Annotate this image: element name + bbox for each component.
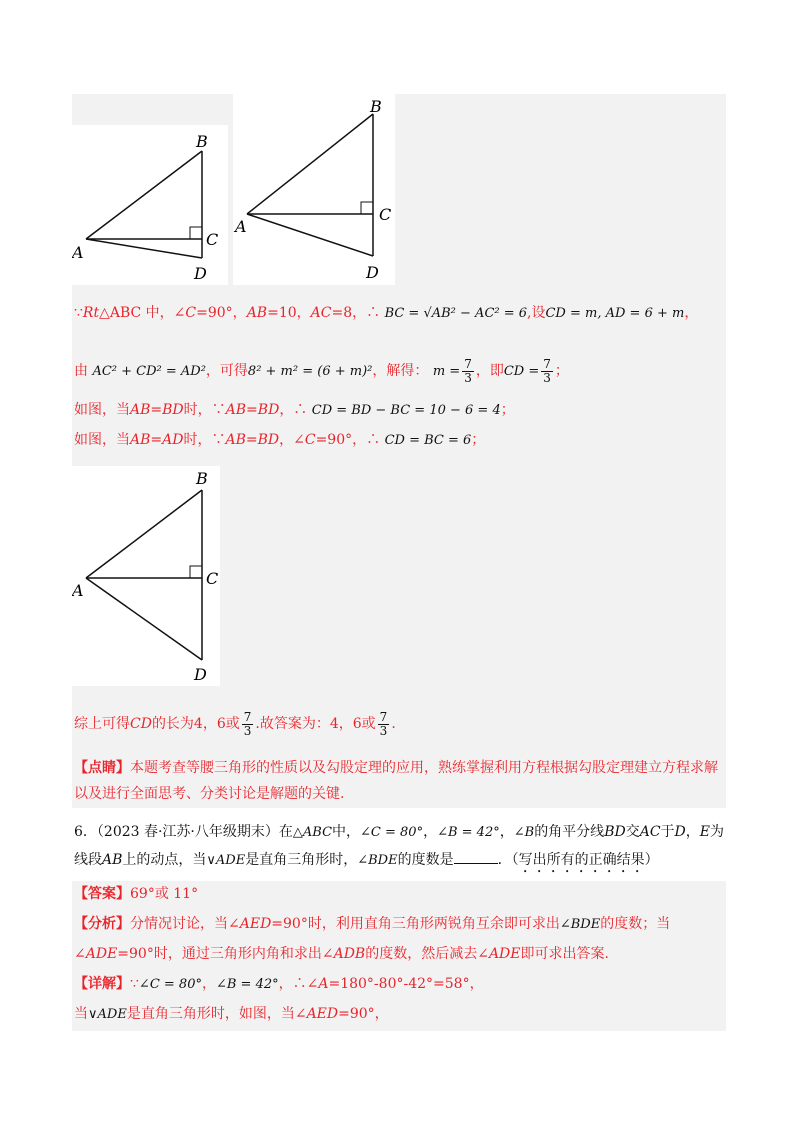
dianjing-tag: 【点睛】 xyxy=(74,760,130,776)
text: 如图，当 xyxy=(74,402,130,418)
formula-equation: 8² + m² = (6 + m)² xyxy=(247,364,373,379)
text: 于 xyxy=(660,824,675,840)
fraction-m xyxy=(462,358,474,385)
formula-cd: CD = xyxy=(503,364,540,379)
solution-summary xyxy=(74,708,724,740)
fig1-label-d: D xyxy=(194,264,207,283)
fig3-side-ab xyxy=(86,490,202,578)
angle-b: ∠B = 42° xyxy=(437,825,500,840)
text: 为 xyxy=(710,824,724,840)
fig1-label-a: A xyxy=(72,243,84,262)
triangle-ade: ∨ADE xyxy=(206,853,246,868)
var: AC xyxy=(639,824,661,840)
frac-den: 3 xyxy=(464,370,472,385)
text: =90°时，通过三角形内角和求出∠ xyxy=(117,946,334,962)
angle-c: ∠C = 80° xyxy=(138,977,202,992)
analysis-line-2 xyxy=(74,944,724,964)
var: ADB xyxy=(333,946,366,962)
detail-line-2 xyxy=(74,1004,724,1025)
text: 上的动点，当 xyxy=(122,852,207,868)
frac-num: 7 xyxy=(543,356,551,371)
var: BD xyxy=(604,824,626,840)
frac-num: 7 xyxy=(464,356,472,371)
text: =90°， xyxy=(196,305,247,321)
solution-line-3 xyxy=(74,400,724,421)
var: AED xyxy=(306,1006,339,1022)
text: 时，∵ xyxy=(183,402,226,418)
var: C xyxy=(304,432,316,448)
text: 综上可得 xyxy=(74,716,130,732)
text: ， xyxy=(685,824,700,840)
var: E xyxy=(699,824,710,840)
analysis-tag: 【分析】 xyxy=(74,916,130,932)
text: ，∴∠ xyxy=(278,976,319,992)
analysis-line-1 xyxy=(74,914,724,935)
because-symbol: ∵ xyxy=(74,305,83,321)
fig1-label-c: C xyxy=(206,230,219,249)
angle-bde: ∠BDE xyxy=(559,917,601,932)
text: 的度数是 xyxy=(397,852,454,868)
text: 本题考查等腰三角形的性质以及勾股定理的应用，熟练掌握利用方程根据勾股定理建立方程求解 xyxy=(130,760,718,776)
frac-den: 3 xyxy=(379,723,388,738)
fig3-right-angle-mark xyxy=(190,566,202,578)
solution-line-4 xyxy=(74,430,724,451)
triangle-ade: ∨ADE xyxy=(88,1007,127,1022)
var: CD xyxy=(130,716,152,732)
text: 分情况讨论，当∠ xyxy=(130,916,240,932)
var: AB=BD xyxy=(225,402,280,418)
text: =90°， xyxy=(338,1006,389,1022)
var: AB xyxy=(246,305,268,321)
var: ADE xyxy=(488,946,521,962)
text: 即可求出答案. xyxy=(520,946,609,962)
figure-3-svg xyxy=(72,466,220,686)
text: 是直角三角形时， xyxy=(245,852,358,868)
text: ； xyxy=(554,363,569,379)
var: AB=BD xyxy=(130,402,184,418)
text: 线段 xyxy=(74,852,102,868)
text: 的度数，然后减去∠ xyxy=(365,946,489,962)
var: AB=AD xyxy=(130,432,184,448)
rt-label: Rt xyxy=(82,305,100,321)
text: ； xyxy=(471,432,486,448)
angle-c: ∠C = 80° xyxy=(360,825,424,840)
text: . xyxy=(391,716,396,732)
text: 时，∵ xyxy=(183,432,226,448)
text: ,设 xyxy=(527,305,546,321)
figure-1-svg xyxy=(72,125,228,285)
fig1-side-ab xyxy=(86,151,202,239)
var: AB=BD xyxy=(225,432,280,448)
emphasis-text: 写出所有的正确结果 xyxy=(518,852,645,868)
angle-b: ∠B = 42° xyxy=(215,977,279,992)
text: ∠ xyxy=(74,946,86,962)
text: ．（ xyxy=(497,852,519,868)
fig1-side-ad xyxy=(86,239,202,258)
solution-line-2 xyxy=(74,356,724,386)
var: AED xyxy=(239,916,272,932)
angle-b-ref: ∠B xyxy=(513,825,535,840)
fig3-label-c: C xyxy=(206,569,219,588)
text: 6．（2023 春·江苏·八年级期末）在 xyxy=(74,824,293,840)
formula-case-2: CD = BC = 6 xyxy=(384,433,472,448)
text: 的角平分线 xyxy=(534,824,605,840)
text: .故答案为：4，6或 xyxy=(255,716,376,732)
fig2-label-b: B xyxy=(370,97,382,116)
text: ，∠ xyxy=(279,432,305,448)
text: ，可得 xyxy=(205,363,248,379)
var: AC xyxy=(310,305,332,321)
detail-tag: 【详解】 xyxy=(74,976,130,992)
fig2-label-d: D xyxy=(366,263,379,282)
frac-den: 3 xyxy=(243,723,252,738)
answer-tag: 【答案】 xyxy=(74,886,130,902)
fig2-label-c: C xyxy=(379,205,392,224)
dianjing-line-1 xyxy=(74,758,724,778)
fig2-label-a: A xyxy=(235,217,247,236)
text: 由 xyxy=(74,363,88,379)
text: =10， xyxy=(267,305,311,321)
text: ； xyxy=(500,402,515,418)
var: C xyxy=(185,305,197,321)
fraction-cd xyxy=(541,358,553,385)
triangle-abc: △ABC xyxy=(292,825,333,840)
fig1-label-b: B xyxy=(196,132,208,151)
answer-line xyxy=(74,884,724,904)
fraction-summary-2 xyxy=(378,711,390,738)
frac-den: 3 xyxy=(543,370,551,385)
var: AB xyxy=(102,852,123,868)
text: △ABC 中，∠ xyxy=(99,305,186,321)
answer-value: 69°或 11° xyxy=(130,886,199,902)
fig3-label-a: A xyxy=(72,581,84,600)
text: 交 xyxy=(625,824,640,840)
text: 如图，当 xyxy=(74,432,130,448)
figure-2-svg xyxy=(233,94,395,285)
frac-num: 7 xyxy=(243,709,252,724)
text: 中， xyxy=(332,824,361,840)
fig2-right-angle-mark xyxy=(361,202,373,214)
formula-case-1: CD = BD − BC = 10 − 6 = 4 xyxy=(311,403,501,418)
fraction-summary-1 xyxy=(242,711,254,738)
text: ， xyxy=(499,824,514,840)
figure-2 xyxy=(233,94,395,285)
angle-bde: ∠BDE xyxy=(357,853,398,868)
fig3-side-ad xyxy=(86,578,202,660)
text: ， xyxy=(423,824,438,840)
text: ，∴ xyxy=(279,402,308,418)
dianjing-line-2 xyxy=(74,784,724,804)
text: ， xyxy=(201,976,216,992)
text: ，解得： xyxy=(372,363,429,379)
question-6-line-1 xyxy=(74,822,724,843)
text: =8，∴ xyxy=(331,305,381,321)
fig3-label-d: D xyxy=(194,665,207,684)
formula-bc: BC = √AB² − AC² = 6 xyxy=(384,306,528,321)
text: =90°，∴ xyxy=(315,432,381,448)
formula-m: m = xyxy=(432,364,461,379)
text: 的度数；当 xyxy=(600,916,671,932)
frac-num: 7 xyxy=(379,709,388,724)
answer-blank xyxy=(454,851,498,864)
formula-pythagoras: AC² + CD² = AD² xyxy=(92,364,206,379)
text: ，即 xyxy=(475,363,504,379)
text: 的长为4，6或 xyxy=(151,716,240,732)
text: 以及进行全面思考、分类讨论是解题的关键. xyxy=(74,786,345,802)
question-6-line-2 xyxy=(74,850,724,876)
fig3-label-b: B xyxy=(196,469,208,488)
fig1-right-angle-mark xyxy=(190,227,202,239)
text: 当 xyxy=(74,1006,88,1022)
figure-3 xyxy=(72,466,220,686)
var: ADE xyxy=(85,946,118,962)
text: ， xyxy=(684,305,699,321)
text: =180°-80°-42°=58°， xyxy=(328,976,484,992)
var: A xyxy=(318,976,329,992)
text: ∵ xyxy=(130,976,139,992)
text: ） xyxy=(644,852,659,868)
figure-1 xyxy=(72,125,228,285)
fig2-side-ab xyxy=(247,114,373,214)
solution-line-1 xyxy=(74,303,724,324)
text: 是直角三角形时，如图，当∠ xyxy=(126,1006,307,1022)
text: =90°时，利用直角三角形两锐角互余即可求出 xyxy=(271,916,560,932)
fig2-side-ad xyxy=(247,214,373,256)
var: D xyxy=(674,824,686,840)
detail-line-1 xyxy=(74,974,724,995)
formula-cd-ad: CD = m, AD = 6 + m xyxy=(545,306,685,321)
